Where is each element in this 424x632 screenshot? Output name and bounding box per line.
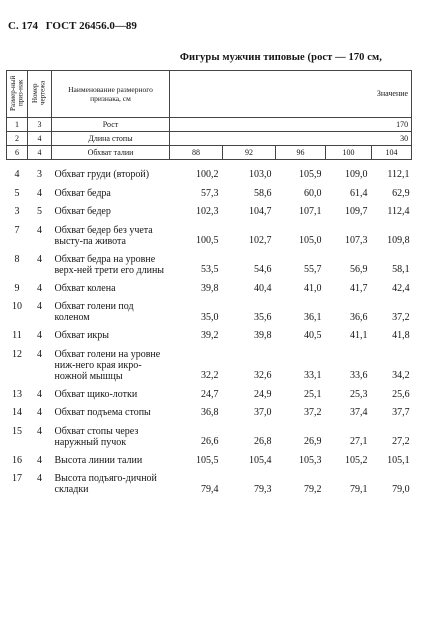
measurement-value: 27,2 [392,436,410,447]
feature-number: 8 [14,253,20,265]
measurement-value: 26,8 [254,436,272,447]
measurement-value: 36,6 [350,311,368,323]
measurement-value: 37,7 [392,407,410,418]
measurement-value: 39,8 [201,282,219,294]
drawing-number: 4 [37,282,42,294]
measurement-value: 58,6 [254,187,272,199]
measurement-value: 104,7 [249,206,272,217]
measurement-value: 100,2 [196,169,219,180]
measurement-value: 57,3 [201,187,219,199]
table-row [7,251,412,280]
measurement-value: 36,1 [304,311,322,323]
measurement-value: 79,3 [254,483,272,495]
measurement-value: 25,6 [392,388,410,400]
feature-number: 3 [14,206,20,217]
measurement-value: 25,3 [350,388,368,400]
drawing-number: 4 [37,388,42,400]
measurement-value: 109,7 [345,206,368,217]
measurement-value: 41,1 [350,330,368,341]
measurement-value: 34,2 [392,370,410,381]
table-row [7,203,412,222]
measurement-value: 39,2 [201,330,219,341]
table-row [7,185,412,204]
feature-value: 30 [170,132,412,146]
measurement-value: 42,4 [392,282,410,294]
table-row [7,470,412,499]
table-row [7,386,412,405]
drawing-number: 3 [37,169,42,180]
drawing-number: 4 [37,348,42,360]
measurement-value: 79,4 [201,483,219,495]
measurement-value: 107,3 [345,235,368,246]
measurement-value: 41,0 [304,282,322,294]
measurement-value: 103,0 [249,169,272,180]
drawing-number: 5 [37,206,42,217]
feature-name: Обхват колена [54,282,116,294]
feature-number: 7 [14,224,20,236]
header-row [7,71,412,118]
feature-number: 5 [14,187,20,199]
feature-name: Высота линии талии [54,454,143,466]
measurement-value: 35,0 [201,311,219,323]
page-header [8,20,142,32]
measurement-value: 109,8 [387,235,410,246]
feature-name: Обхват бедер без учета высту-па живота [54,224,153,247]
feature-name: Обхват груди (второй) [54,169,150,180]
waist-size-value: 88 [170,146,223,160]
feature-name: Обхват голени под коленом [54,301,134,323]
waist-row [7,146,412,160]
measurement-value: 26,9 [304,436,322,447]
measurement-value: 102,3 [196,206,219,217]
measurement-value: 105,4 [249,454,272,466]
measurement-value: 33,6 [350,370,368,381]
feature-number: 14 [12,407,22,418]
waist-size-value: 100 [326,146,372,160]
measurement-value: 35,6 [254,311,272,323]
measurement-value: 25,1 [304,388,322,400]
measurement-value: 41,7 [350,282,368,294]
feature-number: 17 [12,473,22,484]
drawing-number: 4 [37,301,42,312]
table-row [7,160,412,185]
drawing-number: 4 [37,454,42,466]
measurement-value: 32,6 [254,370,272,381]
feature-number: 6 [7,146,28,160]
measurement-value: 105,5 [196,454,219,466]
feature-number: 9 [14,282,20,294]
feature-name: Обхват подъема стопы [54,407,151,418]
measurement-value: 105,2 [345,454,368,466]
feature-number: 11 [12,330,22,341]
drawing-number: 4 [37,187,42,199]
measurement-value: 109,0 [345,169,368,180]
measurement-value: 37,2 [304,407,322,418]
measurement-value: 102,7 [249,235,272,246]
feature-name: Обхват щико-лотки [54,388,138,400]
measurement-value: 33,1 [304,370,322,381]
col-header-feature-name: Наименование размерного признака, см [52,71,170,118]
measurement-value: 37,4 [350,407,368,418]
measurement-value: 24,7 [201,388,219,400]
measurement-value: 105,1 [387,454,410,466]
feature-name: Обхват бедра [54,187,111,199]
measurement-value: 60,0 [304,187,322,199]
measurement-value: 105,0 [299,235,322,246]
measurement-value: 37,0 [254,407,272,418]
feature-number: 15 [12,425,22,437]
drawing-number: 3 [28,118,52,132]
feature-number: 2 [7,132,28,146]
col-header-drawing-number: Номер чертежа [28,71,52,118]
page-number: С. 174 [8,20,38,32]
measurement-value: 58,1 [392,264,410,275]
measurement-value: 62,9 [392,187,410,199]
feature-name: Обхват икры [54,330,109,341]
feature-name: Обхват бедра на уровне верх-ней трети его длины [54,253,165,276]
measurement-value: 79,0 [392,483,410,495]
table-row [7,346,412,386]
measurement-value: 55,7 [304,264,322,275]
feature-number: 12 [12,348,22,360]
feature-number: 4 [14,169,20,180]
table-row [7,452,412,471]
feature-number: 16 [12,454,22,466]
table-row [7,222,412,251]
table-row [7,280,412,299]
feature-name: Рост [52,118,170,132]
measurement-value: 61,4 [350,187,368,199]
measurement-value: 105,3 [299,454,322,466]
measurement-value: 40,5 [304,330,322,341]
table-title: Фигуры мужчин типовые (рост — 170 см, [179,52,382,63]
feature-number: 1 [7,118,28,132]
feature-value: 170 [170,118,412,132]
measurement-value: 105,9 [299,169,322,180]
feature-number: 13 [12,388,22,400]
measurement-value: 26,6 [201,436,219,447]
table-row [7,327,412,346]
col-header-value: Значение [170,71,412,118]
measurement-value: 27,1 [350,436,368,447]
measurement-value: 79,1 [350,483,368,495]
measurement-value: 40,4 [254,282,272,294]
waist-size-value: 92 [223,146,276,160]
table-row [7,404,412,423]
summary-row [7,132,412,146]
drawing-number: 4 [37,330,42,341]
standard-code: ГОСТ 26456.0—89 [45,20,137,32]
feature-name: Обхват талии [52,146,170,160]
feature-name: Длина стопы [52,132,170,146]
feature-name: Обхват стопы через наружный пучок [54,425,139,448]
measurement-value: 53,5 [201,264,219,275]
drawing-number: 4 [37,473,42,484]
feature-name: Обхват голени на уровне ниж-него края икро-ножной мышцы [54,348,161,382]
table-row [7,423,412,452]
measurement-value: 79,2 [304,483,322,495]
measurement-value: 41,8 [392,330,410,341]
measurement-value: 54,6 [254,264,272,275]
measurement-value: 24,9 [254,388,272,400]
drawing-number: 4 [28,132,52,146]
waist-size-value: 96 [276,146,326,160]
summary-row [7,118,412,132]
feature-number: 10 [12,301,22,312]
measurement-value: 100,5 [196,235,219,246]
measurement-value: 56,9 [350,264,368,275]
measurement-value: 36,8 [201,407,219,418]
measurement-value: 37,2 [392,311,410,323]
measurements-table [6,70,412,499]
waist-size-value: 104 [372,146,412,160]
measurement-value: 112,4 [387,206,410,217]
measurement-value: 39,8 [254,330,272,341]
measurement-value: 112,1 [387,169,410,180]
drawing-number: 4 [37,425,42,437]
drawing-number: 4 [37,224,42,236]
measurement-value: 32,2 [201,370,219,381]
col-header-feature-number: Размер-ный приз-нак [7,71,28,118]
drawing-number: 4 [28,146,52,160]
table-row [7,298,412,327]
feature-name: Обхват бедер [54,206,111,217]
measurement-value: 107,1 [299,206,322,217]
drawing-number: 4 [37,407,42,418]
feature-name: Высота подъяго-дичной складки [54,473,157,495]
drawing-number: 4 [37,253,42,265]
